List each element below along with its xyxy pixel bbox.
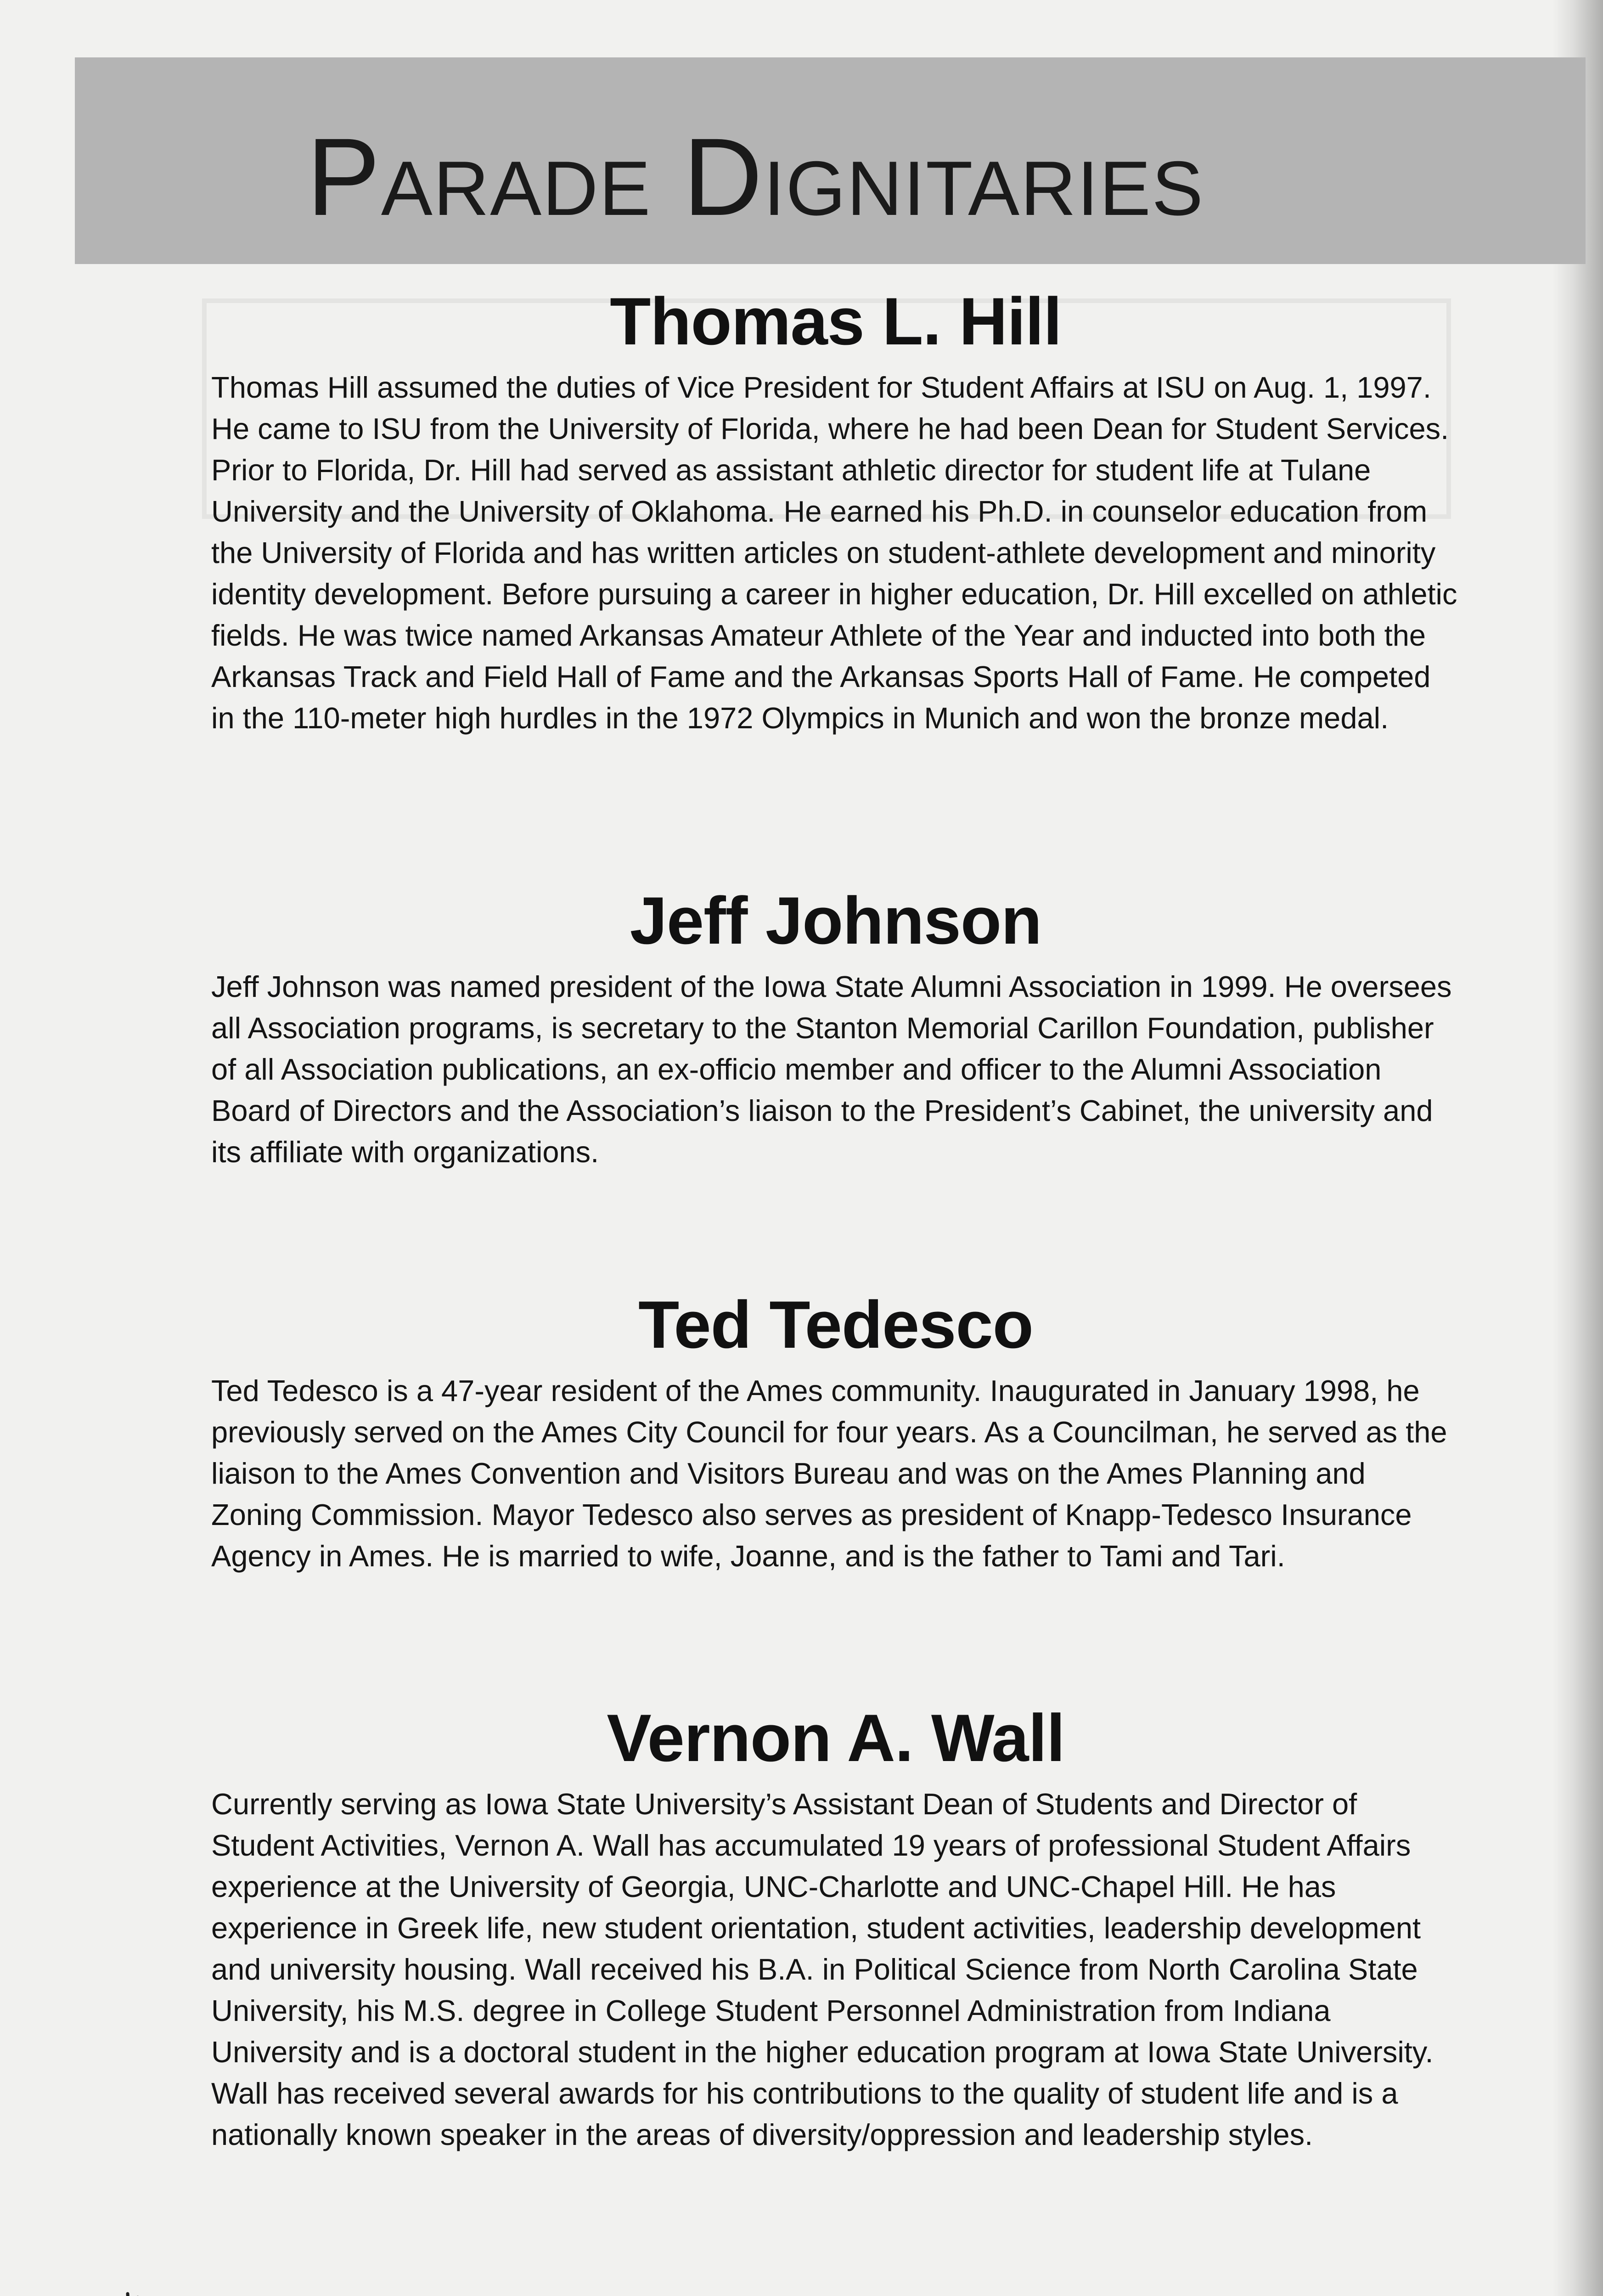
- veishea-logo-graphic: [69, 2289, 285, 2296]
- bio-text: Jeff Johnson was named president of the Iowa State Alumni Association in 1999. He oversees all Association programs, is secretary to the Stanton Memorial Carillon Foundation, publisher of all Association publications, an ex-officio member and officer to the Alumni Association Board of Directors and the Association’s liaison to the President’s Cabinet, the university and its affiliate with organizations.: [211, 970, 1452, 1169]
- bio-text: Ted Tedesco is a 47-year resident of the Ames community. Inaugurated in January 1998, he previously served on the Ames City Council for four years. As a Councilman, he served as the liaison to the Ames Convention and Visitors Bureau and was on the Ames Planning and Zoning Commission. Mayor Tedesco also serves as president of Knapp-Tedesco Insurance Agency in Ames. He is married to wife, Joanne, and is the father to Tami and Tari.: [211, 1374, 1447, 1573]
- veishea-logo: [69, 2289, 285, 2296]
- bio-section: [211, 282, 1460, 739]
- page-title: Parade Dignitaries: [306, 115, 1204, 238]
- bio-section: [211, 1286, 1460, 1577]
- bio-name: Vernon A. Wall: [607, 1700, 1065, 1775]
- bio-text: Currently serving as Iowa State University’s Assistant Dean of Students and Director of Student Activities, Vernon A. Wall has accumulated 19 years of professional Student Affairs experience at the University of Georgia, UNC-Charlotte and UNC-Chapel Hill. He has experience in Greek life, new student orientation, student activities, leadership development and university housing. Wall received his B.A. in Political Science from North Carolina State University, his M.S. degree in College Student Personnel Administration from Indiana University and is a doctoral student in the higher education program at Iowa State University. Wall has received several awards for his contributions to the quality of student life and is a nationally known speaker in the areas of diversity/oppression and leadership styles.: [211, 1787, 1434, 2151]
- bio-section: [211, 882, 1460, 1173]
- bio-name: Thomas L. Hill: [610, 284, 1062, 359]
- bio-section: [211, 1699, 1460, 2155]
- bio-text: Thomas Hill assumed the duties of Vice President for Student Affairs at ISU on Aug. 1, 1997. He came to ISU from the University of Florida, where he had been Dean for Student Services. Prior to Florida, Dr. Hill had served as assistant athletic director for student life at Tulane University and the University of Oklahoma. He earned his Ph.D. in counselor education from the University of Florida and has written articles on student-athlete development and minority identity development. Before pursuing a career in higher education, Dr. Hill excelled on athletic fields. He was twice named Arkansas Amateur Athlete of the Year and inducted into both the Arkansas Track and Field Hall of Fame and the Arkansas Sports Hall of Fame. He competed in the 110-meter high hurdles in the 1972 Olympics in Munich and won the bronze medal.: [211, 371, 1457, 735]
- binding-shadow: [1552, 0, 1603, 2296]
- bio-name: Jeff Johnson: [630, 883, 1042, 958]
- bio-name: Ted Tedesco: [638, 1287, 1033, 1362]
